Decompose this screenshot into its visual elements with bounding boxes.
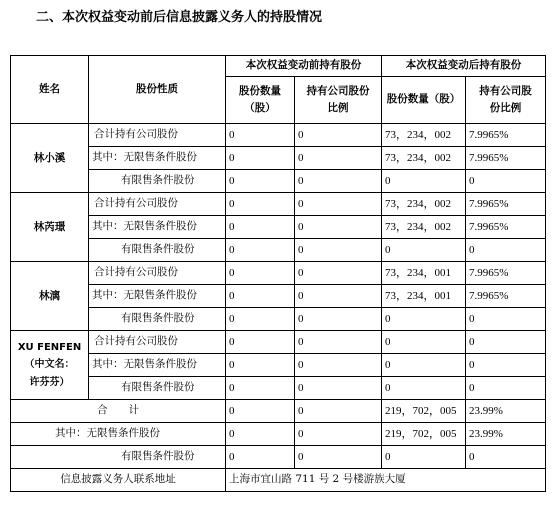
header-after-group: 本次权益变动后持有股份 bbox=[382, 56, 546, 77]
share-type: 有限售条件股份 bbox=[89, 308, 226, 331]
table-row bbox=[11, 285, 546, 308]
table-row bbox=[11, 216, 546, 239]
shareholder-group bbox=[11, 124, 546, 193]
after-ratio: 23.99% bbox=[466, 400, 546, 423]
after-qty: 73，234，002 bbox=[382, 147, 466, 170]
before-qty: 0 bbox=[226, 308, 295, 331]
total-label: 合 计 bbox=[11, 400, 226, 423]
table-row bbox=[11, 147, 546, 170]
before-ratio: 0 bbox=[295, 354, 382, 377]
header-before-group: 本次权益变动前持有股份 bbox=[226, 56, 382, 77]
after-qty: 73，234，001 bbox=[382, 262, 466, 285]
share-type: 有限售条件股份 bbox=[89, 239, 226, 262]
header-after-ratio-line1: 持有公司股 bbox=[479, 85, 532, 98]
header-before-ratio-line2: 比例 bbox=[327, 102, 349, 114]
table-row bbox=[11, 262, 546, 285]
shareholder-group bbox=[11, 331, 546, 400]
before-qty: 0 bbox=[226, 216, 295, 239]
shareholder-name bbox=[11, 193, 89, 262]
share-type: 合计持有公司股份 bbox=[89, 193, 226, 216]
table-row bbox=[11, 124, 546, 147]
before-ratio: 0 bbox=[295, 262, 382, 285]
before-qty: 0 bbox=[226, 423, 295, 446]
before-qty: 0 bbox=[226, 124, 295, 147]
shareholder-group bbox=[11, 262, 546, 331]
table-row bbox=[11, 308, 546, 331]
address-value: 上海市宜山路 711 号 2 号楼游族大厦 bbox=[226, 469, 546, 492]
before-qty: 0 bbox=[226, 239, 295, 262]
after-ratio: 7.9965% bbox=[466, 124, 546, 147]
shareholder-name bbox=[11, 262, 89, 331]
shareholder-name-line: 林小溪 bbox=[33, 151, 66, 164]
before-qty: 0 bbox=[226, 331, 295, 354]
share-type: 合计持有公司股份 bbox=[89, 124, 226, 147]
before-ratio: 0 bbox=[295, 216, 382, 239]
before-ratio: 0 bbox=[295, 377, 382, 400]
after-ratio: 0 bbox=[466, 377, 546, 400]
table-row bbox=[11, 193, 546, 216]
before-ratio: 0 bbox=[295, 308, 382, 331]
before-ratio: 0 bbox=[295, 423, 382, 446]
table-header bbox=[11, 56, 546, 124]
after-ratio: 7.9965% bbox=[466, 216, 546, 239]
before-ratio: 0 bbox=[295, 446, 382, 469]
before-qty: 0 bbox=[226, 170, 295, 193]
before-qty: 0 bbox=[226, 377, 295, 400]
share-type: 其中：无限售条件股份 bbox=[89, 216, 226, 239]
after-ratio: 0 bbox=[466, 170, 546, 193]
after-qty: 73，234，002 bbox=[382, 216, 466, 239]
after-ratio: 7.9965% bbox=[466, 193, 546, 216]
share-type: 合计持有公司股份 bbox=[89, 262, 226, 285]
after-qty: 0 bbox=[382, 308, 466, 331]
before-qty: 0 bbox=[226, 147, 295, 170]
after-qty: 219，702，005 bbox=[382, 400, 466, 423]
before-ratio: 0 bbox=[295, 193, 382, 216]
table-row bbox=[11, 170, 546, 193]
shareholder-group bbox=[11, 193, 546, 262]
before-ratio: 0 bbox=[295, 147, 382, 170]
after-qty: 0 bbox=[382, 446, 466, 469]
header-share-nature: 股份性质 bbox=[89, 56, 226, 124]
total-row bbox=[11, 446, 546, 469]
before-ratio: 0 bbox=[295, 400, 382, 423]
header-before-qty-line2: （股） bbox=[244, 102, 276, 114]
table-row bbox=[11, 239, 546, 262]
after-qty: 0 bbox=[382, 331, 466, 354]
after-qty: 0 bbox=[382, 377, 466, 400]
shareholder-name-line: XU FENFEN bbox=[17, 341, 82, 353]
before-qty: 0 bbox=[226, 446, 295, 469]
before-qty: 0 bbox=[226, 285, 295, 308]
shareholder-name bbox=[11, 331, 89, 400]
shareholder-name-line: （中文名： bbox=[24, 359, 75, 371]
before-ratio: 0 bbox=[295, 285, 382, 308]
after-qty: 73，234，001 bbox=[382, 285, 466, 308]
table-row bbox=[11, 331, 546, 354]
before-ratio: 0 bbox=[295, 239, 382, 262]
before-ratio: 0 bbox=[295, 170, 382, 193]
header-name: 姓名 bbox=[11, 56, 89, 124]
shareholder-name-line: 许芬芬） bbox=[29, 376, 70, 388]
table-row bbox=[11, 377, 546, 400]
shareholder-name-line: 林漓 bbox=[39, 289, 60, 302]
address-label: 信息披露义务人联系地址 bbox=[11, 469, 226, 492]
before-qty: 0 bbox=[226, 400, 295, 423]
after-ratio: 23.99% bbox=[466, 423, 546, 446]
header-before-qty-line1: 股份数量 bbox=[239, 85, 281, 98]
before-qty: 0 bbox=[226, 354, 295, 377]
before-qty: 0 bbox=[226, 193, 295, 216]
total-label: 其中：无限售条件股份 bbox=[11, 423, 226, 446]
total-label: 有限售条件股份 bbox=[11, 446, 226, 469]
share-type: 其中：无限售条件股份 bbox=[89, 354, 226, 377]
shareholder-name bbox=[11, 124, 89, 193]
before-ratio: 0 bbox=[295, 124, 382, 147]
before-qty: 0 bbox=[226, 262, 295, 285]
shareholding-table bbox=[10, 55, 546, 492]
share-type: 合计持有公司股份 bbox=[89, 331, 226, 354]
after-ratio: 0 bbox=[466, 354, 546, 377]
section-heading: 二、本次权益变动前后信息披露义务人的持股情况 bbox=[36, 10, 323, 25]
after-ratio: 0 bbox=[466, 446, 546, 469]
address-row bbox=[11, 469, 546, 492]
after-qty: 73，234，002 bbox=[382, 193, 466, 216]
totals-group bbox=[11, 400, 546, 492]
header-before-ratio bbox=[295, 77, 382, 124]
after-qty: 219，702，005 bbox=[382, 423, 466, 446]
share-type: 有限售条件股份 bbox=[89, 170, 226, 193]
header-after-ratio-line2: 份比例 bbox=[489, 102, 522, 114]
share-type: 有限售条件股份 bbox=[89, 377, 226, 400]
after-ratio: 7.9965% bbox=[466, 262, 546, 285]
share-type: 其中：无限售条件股份 bbox=[89, 147, 226, 170]
after-ratio: 0 bbox=[466, 331, 546, 354]
header-row-1 bbox=[11, 56, 546, 77]
header-after-qty: 股份数量（股） bbox=[382, 77, 466, 124]
header-after-ratio bbox=[466, 77, 546, 124]
total-row bbox=[11, 400, 546, 423]
after-qty: 0 bbox=[382, 170, 466, 193]
shareholder-name-line: 林芮璟 bbox=[33, 220, 66, 233]
header-before-qty bbox=[226, 77, 295, 124]
after-ratio: 0 bbox=[466, 239, 546, 262]
share-type: 其中：无限售条件股份 bbox=[89, 285, 226, 308]
after-ratio: 7.9965% bbox=[466, 147, 546, 170]
table-row bbox=[11, 354, 546, 377]
before-ratio: 0 bbox=[295, 331, 382, 354]
total-row bbox=[11, 423, 546, 446]
after-qty: 0 bbox=[382, 239, 466, 262]
after-ratio: 0 bbox=[466, 308, 546, 331]
header-before-ratio-line1: 持有公司股份 bbox=[306, 85, 370, 98]
after-qty: 0 bbox=[382, 354, 466, 377]
after-qty: 73，234，002 bbox=[382, 124, 466, 147]
after-ratio: 7.9965% bbox=[466, 285, 546, 308]
